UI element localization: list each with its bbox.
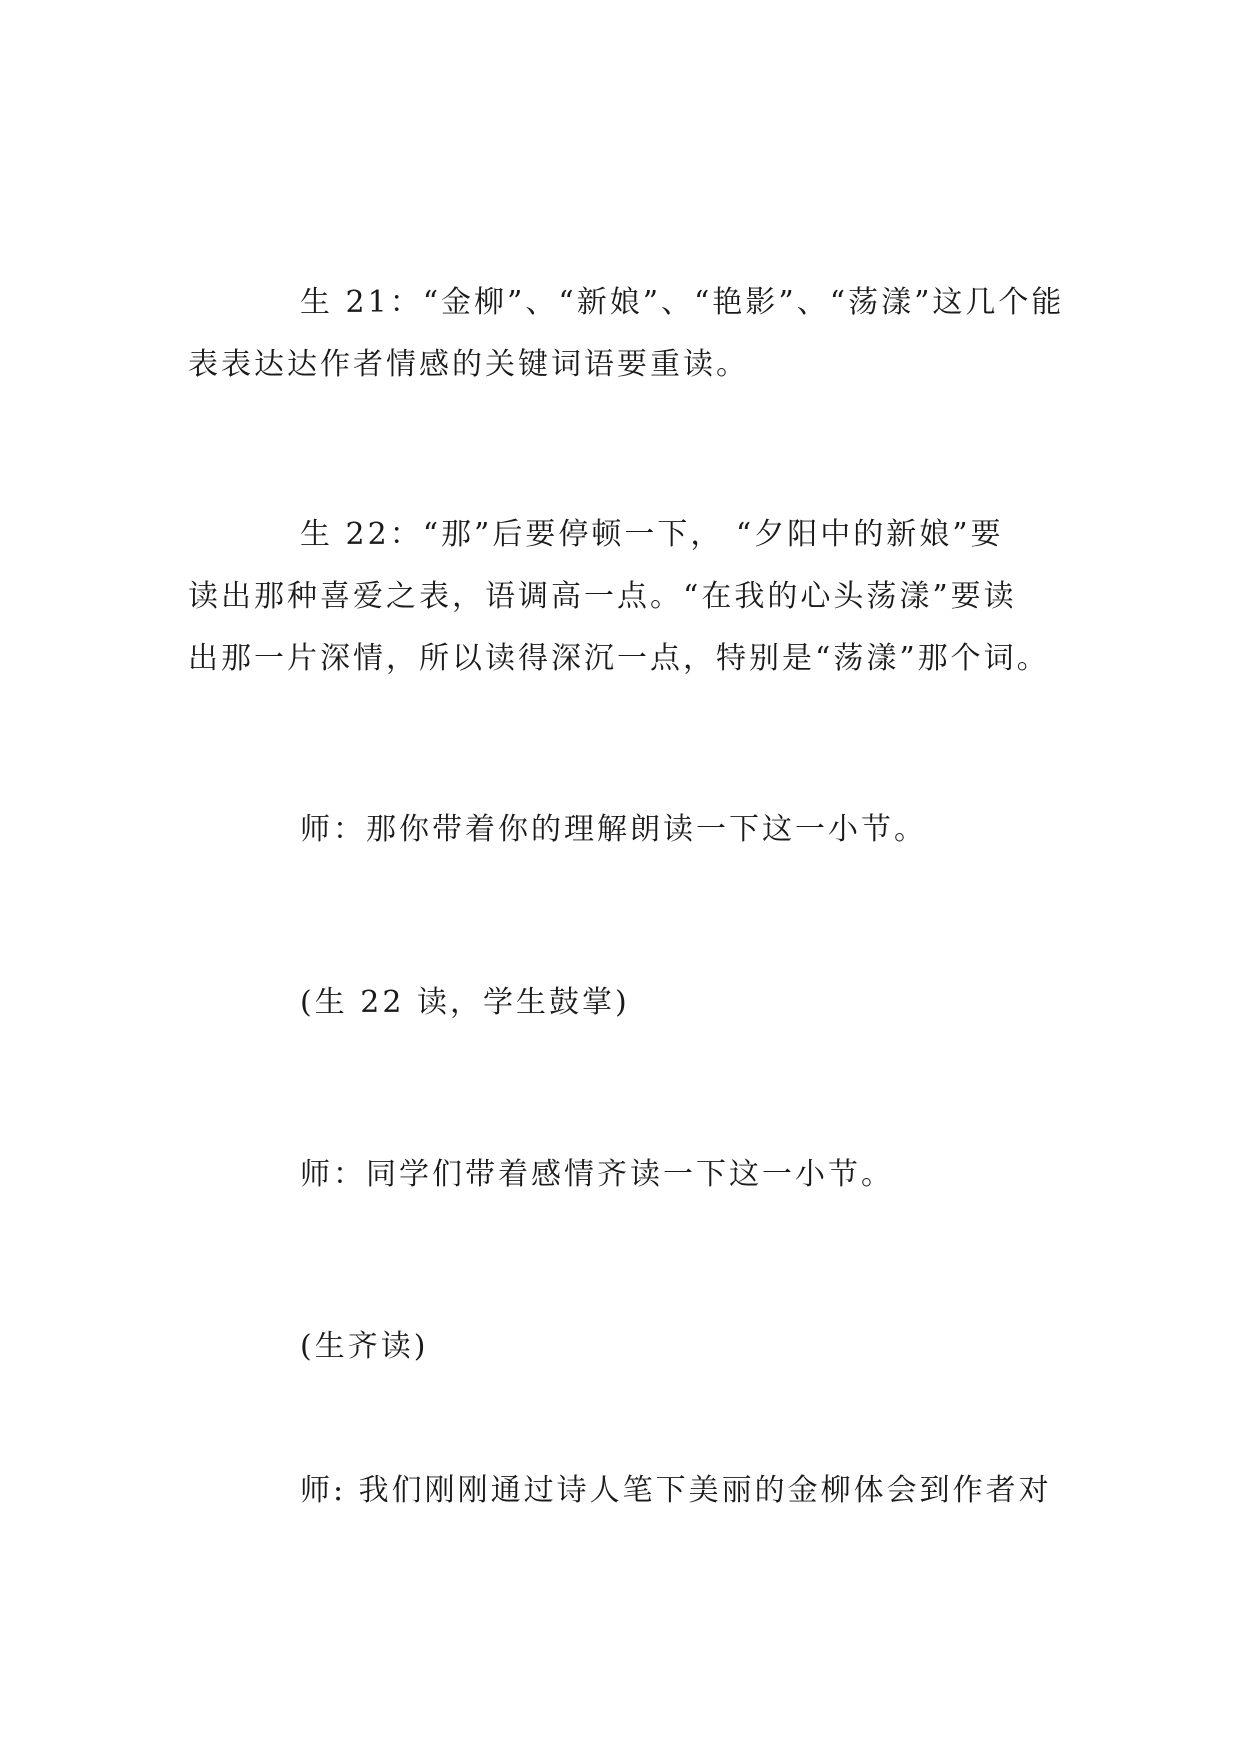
- paragraph-stage-note-reading: [188, 972, 1050, 1034]
- paragraph-line: (生齐读): [300, 1329, 429, 1364]
- paragraph-student-22: [188, 504, 1050, 690]
- paragraph-teacher-summary: [188, 1460, 1050, 1522]
- paragraph-line: 师: 我们刚刚通过诗人笔下美丽的金柳体会到作者对: [300, 1473, 1052, 1508]
- paragraph-student-21: [188, 272, 1065, 396]
- paragraph-line: 生 21：“金柳”、“新娘”、“艳影”、“荡漾”这几个能: [300, 285, 1065, 320]
- paragraph-stage-note-group: [188, 1316, 1050, 1378]
- paragraph-line: 出那一片深情，所以读得深沉一点，特别是“荡漾”那个词。: [188, 641, 1050, 676]
- paragraph-line: 读出那种喜爱之表，语调高一点。“在我的心头荡漾”要读: [188, 579, 1017, 614]
- paragraph-line: (生 22 读，学生鼓掌): [300, 985, 630, 1020]
- paragraph-line: 师：同学们带着感情齐读一下这一小节。: [300, 1157, 894, 1192]
- paragraph-line: 师：那你带着你的理解朗读一下这一小节。: [300, 812, 927, 847]
- paragraph-teacher-prompt: [188, 799, 1050, 861]
- paragraph-line: 生 22：“那”后要停顿一下， “夕阳中的新娘”要: [300, 517, 1004, 552]
- paragraph-teacher-group-read: [188, 1144, 1050, 1206]
- paragraph-line: 表表达达作者情感的关键词语要重读。: [188, 347, 749, 382]
